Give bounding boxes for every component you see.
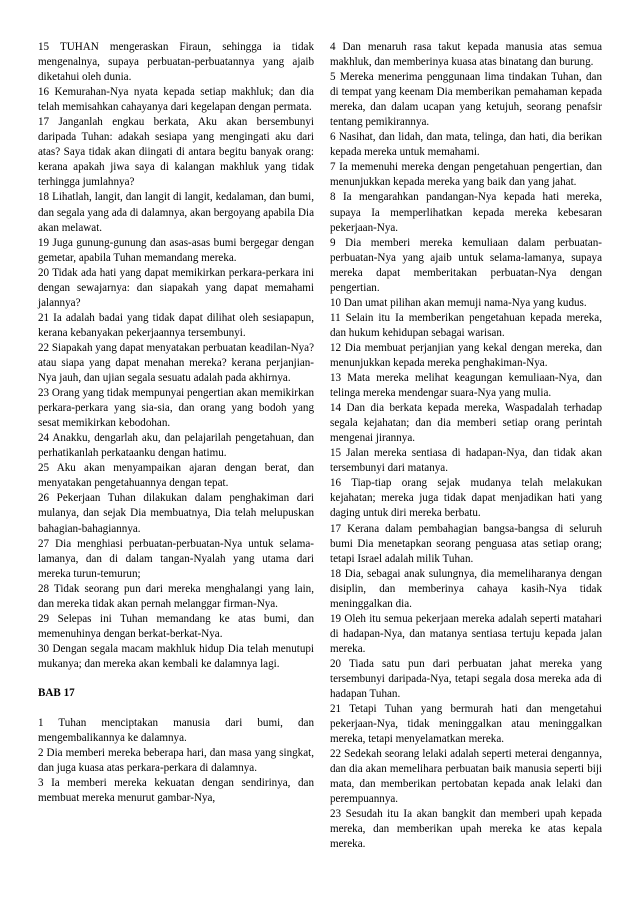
verse: 21 Ia adalah badai yang tidak dapat dilihat oleh sesiapapun, kerana kebanyakan pekerjaannya tersembunyi.: [38, 311, 314, 339]
verse: 23 Sesudah itu Ia akan bangkit dan memberi upah kepada mereka, dan memberikan upah mereka ke atas kepala mereka.: [330, 808, 602, 851]
verse: 20 Tiada satu pun dari perbuatan jahat mereka yang tersembunyi daripada-Nya, tetapi segala dosa mereka ada di hadapan Tuhan.: [330, 657, 602, 701]
verse: 3 Ia memberi mereka kekuatan dengan sendirinya, dan membuat mereka menurut gambar-Nya,: [38, 777, 314, 805]
verse: 28 Tidak seorang pun dari mereka menghalangi yang lain, dan mereka tidak akan pernah melanggar firman-Nya.: [38, 582, 314, 610]
verse: 18 Lihatlah, langit, dan langit di langit, kedalaman, dan bumi, dan segala yang ada di dalamnya, akan bergoyang apabila Dia akan melawat.: [38, 191, 314, 234]
verse: 11 Selain itu Ia memberikan pengetahuan kepada mereka, dan hukum kehidupan sebagai warisan.: [330, 311, 602, 339]
chapter-heading: BAB 17: [38, 686, 75, 699]
verse: 6 Nasihat, dan lidah, dan mata, telinga, dan hati, dia berikan kepada mereka untuk memahami.: [330, 131, 602, 159]
verse: 22 Sedekah seorang lelaki adalah seperti meterai dengannya, dan dia akan memelihara perbuatan baik manusia seperti biji mata, dan memberikan pertobatan kepada anak lelaki dan perempuannya.: [330, 748, 602, 806]
verse: 2 Dia memberi mereka beberapa hari, dan masa yang singkat, dan juga kuasa atas perkara-perkara di dalamnya.: [38, 747, 314, 775]
verse: 1 Tuhan menciptakan manusia dari bumi, dan mengembalikannya ke dalamnya.: [38, 717, 314, 745]
verse: 26 Pekerjaan Tuhan dilakukan dalam penghakiman dari mulanya, dan sejak Dia membuatnya, Dia telah melupuskan bahagian-bahagiannya.: [38, 492, 314, 535]
verse: 8 Ia mengarahkan pandangan-Nya kepada hati mereka, supaya Ia memperlihatkan kepada mereka kebesaran pekerjaan-Nya.: [330, 191, 602, 234]
verse: 27 Dia menghiasi perbuatan-perbuatan-Nya untuk selama-lamanya, dan di dalam tangan-Nyalah yang utama dari mereka turun-temurun;: [38, 537, 314, 580]
verse: 10 Dan umat pilihan akan memuji nama-Nya yang kudus.: [330, 296, 587, 309]
verse: 4 Dan menaruh rasa takut kepada manusia atas semua makhluk, dan memberinya kuasa atas binatang dan burung.: [330, 41, 602, 69]
verse: 24 Anakku, dengarlah aku, dan pelajarilah pengetahuan, dan perhatikanlah perkataanku dengan hatimu.: [38, 432, 314, 460]
verse: 19 Oleh itu semua pekerjaan mereka adalah seperti matahari di hadapan-Nya, dan matanya sentiasa tertuju kepada jalan mereka.: [330, 612, 602, 655]
verse: 16 Kemurahan-Nya nyata kepada setiap makhluk; dan dia telah memisahkan cahayanya dari kegelapan dengan permata.: [38, 86, 314, 114]
verse: 15 TUHAN mengeraskan Firaun, sehingga ia tidak mengenalnya, supaya perbuatan-perbuatannya yang ajaib diketahui oleh dunia.: [38, 41, 314, 84]
verse: 23 Orang yang tidak mempunyai pengertian akan memikirkan perkara-perkara yang sia-sia, dan orang yang bodoh yang sesat memikirkan kebodohan.: [38, 387, 314, 430]
verse: 30 Dengan segala macam makhluk hidup Dia telah menutupi mukanya; dan mereka akan kembali ke dalamnya lagi.: [38, 642, 314, 670]
verse: 12 Dia membuat perjanjian yang kekal dengan mereka, dan menunjukkan kepada mereka penghakiman-Nya.: [330, 341, 602, 369]
verse: 22 Siapakah yang dapat menyatakan perbuatan keadilan-Nya? atau siapa yang dapat menahan mereka? kerana perjanjian-Nya jauh, dan ujian segala sesuatu adalah pada akhirnya.: [38, 341, 314, 385]
right-column: [330, 40, 602, 853]
verse: 13 Mata mereka melihat keagungan kemuliaan-Nya, dan telinga mereka mendengar suara-Nya yang mulia.: [330, 372, 602, 400]
verse: 17 Janganlah engkau berkata, Aku akan bersembunyi daripada Tuhan: adakah sesiapa yang mengingati aku dari atas? Saya tidak akan diingati di antara begitu banyak orang: kerana apakah jiwa saya di kalangan makhluk yang tidak terhingga jumlahnya?: [38, 116, 314, 189]
spacer: [38, 701, 314, 716]
verse: 9 Dia memberi mereka kemuliaan dalam perbuatan-perbuatan-Nya yang ajaib untuk selama-lamanya, supaya mereka dapat memberitakan perbuatan-Nya dengan pengertian.: [330, 236, 602, 294]
left-column: [38, 40, 314, 806]
verse: 15 Jalan mereka sentiasa di hadapan-Nya, dan tidak akan tersembunyi dari matanya.: [330, 447, 602, 475]
verse: 5 Mereka menerima penggunaan lima tindakan Tuhan, dan di tempat yang keenam Dia memberikan pemahaman kepada mereka, dan dalam ucapan yang ketujuh, seorang penafsir tentang pemikirannya.: [330, 71, 602, 129]
verse: 16 Tiap-tiap orang sejak mudanya telah melakukan kejahatan; mereka juga tidak dapat menjadikan hati yang daging untuk diri mereka berbatu.: [330, 477, 602, 520]
verse: 17 Kerana dalam pembahagian bangsa-bangsa di seluruh bumi Dia menetapkan seorang penguasa atas setiap orang; tetapi Israel adalah milik Tuhan.: [330, 522, 602, 565]
verse: 14 Dan dia berkata kepada mereka, Waspadalah terhadap segala kejahatan; dan dia memberi setiap orang perintah mengenai jirannya.: [330, 402, 602, 445]
verse: 19 Juga gunung-gunung dan asas-asas bumi bergegar dengan gemetar, apabila Tuhan memandang mereka.: [38, 236, 314, 264]
verse: 21 Tetapi Tuhan yang bermurah hati dan mengetahui pekerjaan-Nya, tidak meninggalkan atau meninggalkan mereka, tetapi menyelamatkan mereka.: [330, 703, 602, 746]
verse: 25 Aku akan menyampaikan ajaran dengan berat, dan menyatakan pengetahuannya dengan tepat.: [38, 462, 314, 490]
verse: 20 Tidak ada hati yang dapat memikirkan perkara-perkara ini dengan sewajarnya: dan siapakah yang dapat memahami jalannya?: [38, 266, 314, 309]
verse: 29 Selepas ini Tuhan memandang ke atas bumi, dan memenuhinya dengan berkat-berkat-Nya.: [38, 612, 314, 640]
verse: 18 Dia, sebagai anak sulungnya, dia memeliharanya dengan disiplin, dan memberinya cahaya kasih-Nya tidak meninggalkan dia.: [330, 567, 602, 610]
verse: 7 Ia memenuhi mereka dengan pengetahuan pengertian, dan menunjukkan kepada mereka yang baik dan yang jahat.: [330, 161, 602, 189]
